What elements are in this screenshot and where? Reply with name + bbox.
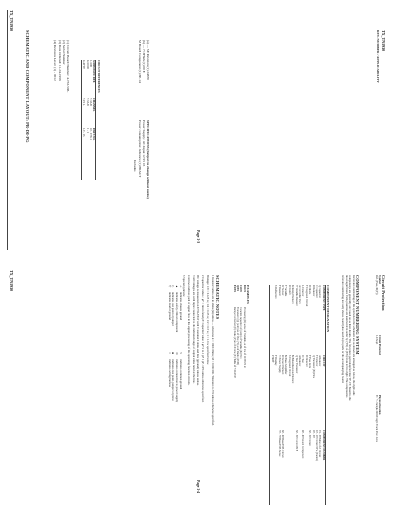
- left-ref-table: [81, 60, 100, 180]
- table-row: [277, 285, 280, 505]
- left-line-1: (1) Circuit Board Number: 4-733-598-: [66, 40, 70, 93]
- example-desc: Ramp-Connected (E) Scale (P) at of 4 Line (E) Table of 7/16 PCP: [232, 307, 236, 378]
- examples-list: [232, 285, 246, 505]
- table-cell: R Switch: [287, 285, 291, 295]
- col-header: CHANNEL: [92, 98, 96, 112]
- symbol-desc: indicates test point or jumper: [171, 292, 176, 326]
- table-row: [291, 285, 294, 505]
- note-line: 4 Arrows indicate path of signal flow in the signal processing of the operating function circuits.: [186, 275, 191, 386]
- table-cell: [304, 430, 307, 505]
- section-circuit-protection: Circuit Protection: [381, 275, 386, 311]
- examples-block: [232, 285, 250, 505]
- symbol-glyph-icon: ⊥: [178, 285, 183, 288]
- para-line: reference numbering not only shows board (also used to) in parts or the accompanying board.: [341, 275, 346, 384]
- table-row: [301, 285, 304, 505]
- example-row: [239, 285, 242, 505]
- example-ref: E2001: [232, 285, 236, 293]
- table-cell: A Resistor: [297, 355, 301, 367]
- left-meta-block: [53, 40, 70, 250]
- table-cell: [284, 430, 287, 505]
- table-cell: [270, 430, 273, 505]
- symbol-glyph-icon: ■: [171, 352, 176, 354]
- example-row: [242, 285, 245, 505]
- table-row: [318, 285, 321, 505]
- comp-col: COMPONENT TYPE: [321, 285, 325, 311]
- table-cell: F Fuse Link: [308, 355, 312, 368]
- left-rev-block: [376, 30, 380, 230]
- symbol-glyph-icon: ▽: [167, 285, 172, 288]
- symbol-desc: indicates wiring harness: [167, 359, 172, 388]
- table-cell: M Base Amplifier: [284, 355, 288, 375]
- left-rev-title: REV. NUMBER / APPLICABILITY: [376, 30, 380, 83]
- example-ref: C2O9: [239, 285, 243, 292]
- table-row: [287, 285, 290, 505]
- table-cell: 7-3A B: [89, 98, 92, 106]
- table-row: [294, 285, 297, 505]
- table-cell: 50 - 59 Control N 9: [294, 430, 298, 452]
- table-row: [82, 60, 85, 180]
- comp-title: COMPONENT DESIGNATION: [326, 285, 330, 333]
- note-line: Wattage: 1/8 = 0.125 w; 1/4 = 0.25 w; 1/2 = 0.5 w; 1 = 1.0 w specified below.: [206, 275, 211, 365]
- note-line: 2 Capacitor values : μF = microfarad pF. Capacitor value 1 μF/1 to 1 pF 1 pF, 10% unless otherwise specified.: [201, 275, 206, 403]
- table-cell: Q Capacitor: [318, 285, 322, 299]
- table-cell: 7-5A B: [85, 98, 89, 106]
- table-cell: T Integrated Circuit: [304, 285, 308, 307]
- symbol-desc: indicates connection to power supply: [174, 359, 179, 403]
- notes-block: [167, 275, 220, 510]
- comp-rows: [270, 285, 321, 505]
- left-spec-block: [133, 120, 150, 260]
- comp-designation: [269, 285, 330, 505]
- col-header: PART NO.: [92, 128, 96, 141]
- table-row: [284, 285, 287, 505]
- left-table-title: CIRCUIT REFERENCES: [97, 60, 101, 93]
- table-row: [270, 285, 273, 505]
- para-line: components are generally are based on as their details. The first place part identifier like TF, PF, Board is the: [348, 275, 353, 401]
- symbol-desc: indicates lead or ground: [167, 292, 172, 320]
- left-line-3: (3) Date Ordered: 11-24-1998: [57, 40, 62, 81]
- table-row: [308, 285, 311, 505]
- protect-col: Circuit Protected: [378, 335, 381, 355]
- symbol-desc: indicates common ground: [178, 359, 183, 390]
- table-cell: 1.0 - 13: [82, 128, 86, 137]
- col-header: SCHEMATIC REF.: [92, 60, 96, 83]
- para-line: most significant. Parts position are numbered in order by (TN) to (EN) from left to right. The components: [344, 275, 349, 398]
- table-cell: M Miscellaneous Element: [291, 355, 295, 384]
- symbol-desc: indicates chassis ground: [178, 292, 183, 321]
- table-row: [298, 285, 301, 505]
- comp-col: CIRCUIT: [321, 355, 325, 367]
- protect-col: Physical location: [378, 395, 381, 415]
- section-component-numbering: COMPONENT NUMBERING SYSTEM: [355, 275, 360, 355]
- table-cell: W Sensor: [280, 285, 284, 296]
- left-page-body: [381, 30, 386, 250]
- table-cell: K Relay Element: [291, 285, 295, 304]
- left-table-header: [92, 60, 95, 180]
- notes-list: [182, 275, 214, 510]
- comp-header: [321, 285, 324, 505]
- examples-title: EXAMPLES: [246, 285, 250, 304]
- table-cell: 70 - 79 Base/PCB Sense: [277, 430, 281, 457]
- table-cell: A Resistor: [318, 355, 322, 367]
- table-row: [304, 285, 307, 505]
- table-cell: C Capacitor: [314, 285, 318, 298]
- example-desc: Transistor (Q) (with) at of Vice (Y) at of Radio (PCB): [235, 307, 239, 366]
- symbol-glyph-icon: ≡: [167, 352, 172, 354]
- protect-header: [378, 275, 381, 505]
- spec-line-2: Power consumption: Advance (1) PRACT: [137, 120, 142, 178]
- table-cell: 40 - 49 Sound Component: [301, 430, 305, 459]
- note-line: 5 Special symbols:: [182, 275, 187, 297]
- table-cell: [291, 430, 294, 505]
- left-page-title: SCHEMATIC AND COMPONENT LAYOUT: PR-DI-PG: [25, 30, 30, 143]
- table-cell: Q Transistor (B) Pins: [311, 355, 315, 378]
- example-ref: Q001: [235, 285, 239, 292]
- table-cell: T Variable: [284, 285, 288, 297]
- note-line: 1 Resistor values are in ohms (Ω) unless — otherwise k = 1000 Ohms; M = 1000 000. Tolerance is 5% unless otherwise specified.: [210, 275, 215, 426]
- section-schematic-notes: SCHEMATIC NOTES: [215, 275, 220, 320]
- example-row: [232, 285, 235, 505]
- table-row: [89, 60, 92, 180]
- left-title-block: [25, 30, 30, 260]
- table-cell: S Deflection: [274, 285, 278, 299]
- protect-row: [374, 275, 377, 505]
- note-line: 3 All voltages are with input connected to the indicated range of output value rated at the line.: [191, 275, 196, 384]
- symbols: [167, 275, 181, 510]
- symbols-right: [167, 352, 181, 402]
- right-protect: [374, 275, 386, 505]
- table-cell: R Sensor Element: [280, 355, 284, 375]
- symbol-desc: indicates test point, jumper or probe: [171, 359, 176, 401]
- left-table: [81, 60, 97, 180]
- left-page-number: Page 1-3: [196, 230, 200, 244]
- table-cell: F Display: [274, 355, 278, 366]
- table-cell: P SMT: [270, 355, 274, 363]
- table-cell: 4-1D1D: [85, 60, 89, 69]
- table-cell: [270, 285, 273, 355]
- para-line: Reference numbering of the symbols in the schematic are as shown are arranged as below, the right-side: [352, 275, 356, 396]
- table-cell: Y Variable Resistor: [294, 285, 298, 306]
- right-numbering: [341, 275, 360, 510]
- left-rline-1: (a) — SE Revision (1) 24870: [146, 40, 150, 80]
- example-desc: Processing (R) sense of Variable, at of the of 11/00-01 in: [242, 307, 246, 368]
- symbols-left: [167, 285, 181, 332]
- table-cell: 4-ATYP: [82, 60, 86, 69]
- table-cell: A Controller Part: [297, 285, 301, 304]
- table-cell: D Detector: [304, 355, 308, 367]
- table-cell: F Resistor: [277, 285, 281, 296]
- protect-col: Symbol: [378, 275, 381, 284]
- example-desc: Ceramic capacitor of (with) of Variable (K) 9 in: [239, 307, 243, 359]
- note-line: DC voltage is measured on UTIL/DGT with V nominal 0 ohms and line (ground) values unless.: [196, 275, 201, 386]
- protect-cell: Fr. +/- Sample IR M Light Track Prec. Line: [374, 395, 378, 442]
- table-cell: 22 - 27N-1: [89, 128, 92, 140]
- symbol-glyph-icon: S: [178, 352, 183, 354]
- spec-title: SPECIFICATIONS (Subject to change without notice): [146, 120, 150, 199]
- spec-extra: Includes: [133, 160, 138, 172]
- table-cell: L Inductor: [301, 285, 305, 297]
- right-running-head: TX_TN1930: [9, 270, 14, 292]
- right-page-number: Page 1-4: [196, 480, 200, 494]
- comp-col: COMPONENT NUMBER: [321, 430, 325, 461]
- table-cell: 1-1D8: [89, 60, 92, 67]
- table-cell: 10 - 19 Circuit ST's (Station): [314, 430, 318, 462]
- symbol-desc: indicates safety critical component: [174, 292, 179, 333]
- table-cell: 30 - 39 Circuit: [308, 430, 312, 446]
- table-cell: 7-P1 L: [82, 98, 86, 106]
- table-row: [315, 285, 318, 505]
- symbol-glyph-icon: ▲: [174, 285, 179, 288]
- table-row: [274, 285, 277, 505]
- symbol-glyph-icon: ◇: [171, 285, 176, 288]
- table-row: [311, 285, 314, 505]
- example-row: [236, 285, 239, 505]
- table-cell: 60 - 69 Base/PCB Circuit: [280, 430, 284, 458]
- protect-cell: 1.4 Sep1: [374, 335, 378, 345]
- table-row: [281, 285, 284, 505]
- table-row: [85, 60, 88, 180]
- table-cell: V Power Supply: [277, 355, 281, 373]
- comp-table: [269, 285, 326, 505]
- table-cell: [274, 430, 277, 505]
- left-line-4: (4) Revision Level: (1) - 0012: [53, 40, 58, 81]
- table-cell: R Resistor: [311, 285, 315, 297]
- protect-cell: Ref. (Fuse, IR(F)): [374, 275, 378, 295]
- left-running-head: TX_TN1930: [9, 10, 14, 32]
- table-cell: IC Test: [301, 355, 305, 363]
- table-cell: T Inductor: [314, 355, 318, 367]
- left-rline-2: (b) — 7×JF8ah (1) 00 E: [141, 40, 146, 73]
- left-rline-3: M Board Component (1) 8E-14: [137, 40, 142, 83]
- table-cell: D Diode: [308, 285, 312, 295]
- symbol-glyph-icon: ⊙: [174, 352, 179, 355]
- table-cell: 20 - 29: [311, 430, 315, 438]
- table-cell: [298, 430, 301, 505]
- table-cell: 01 - 09 Most of Z Circuit: [318, 430, 322, 458]
- left-running-head-top: TX_TN1930: [381, 30, 386, 52]
- example-ref: R1101: [242, 285, 246, 293]
- table-cell: S Integrated Circuit: [287, 355, 291, 377]
- table-cell: [287, 430, 290, 505]
- table-cell: 1 - 1: [85, 128, 89, 133]
- table-cell: Q Test Transistor: [294, 355, 298, 374]
- spec-line-1: Power Supply: AC Input 12 95 16: [141, 120, 146, 167]
- left-line-2: (2) Serial Number: [61, 40, 66, 65]
